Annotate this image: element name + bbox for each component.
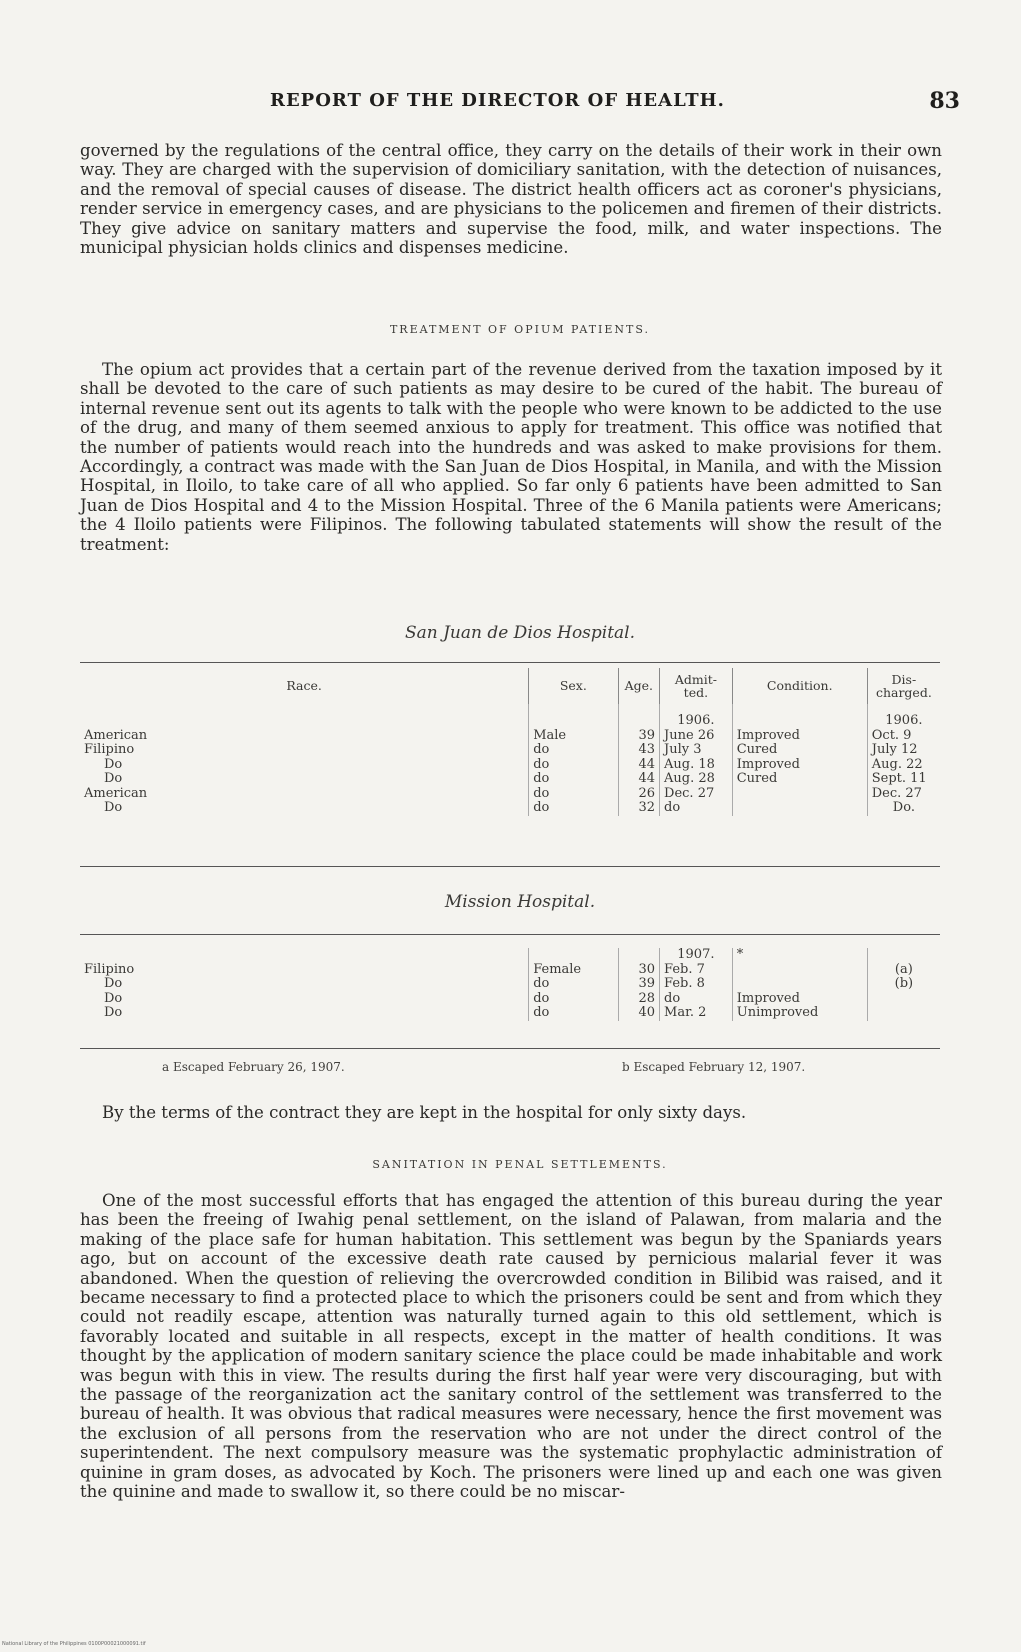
cell-race: Do bbox=[104, 756, 123, 772]
cell-condition: Cured bbox=[732, 772, 867, 787]
cell-discharged: Sept. 11 bbox=[867, 772, 940, 787]
cell-condition bbox=[732, 977, 867, 992]
year-admitted: 1906. bbox=[660, 704, 733, 729]
cell-discharged: July 12 bbox=[867, 743, 940, 758]
table1-bottom-rule bbox=[80, 866, 940, 867]
cell-condition: Cured bbox=[732, 743, 867, 758]
col-admitted-header: Admit-ted. bbox=[660, 668, 733, 704]
table2-bottom-rule bbox=[80, 1048, 940, 1049]
cell-admitted: do bbox=[660, 801, 733, 816]
cell-discharged: (b) bbox=[867, 977, 940, 992]
cell-admitted: July 3 bbox=[660, 743, 733, 758]
table-row bbox=[80, 758, 940, 773]
table-row bbox=[80, 963, 940, 978]
table-row bbox=[80, 743, 940, 758]
cell-sex: do bbox=[529, 801, 618, 816]
cell-discharged bbox=[867, 992, 940, 1007]
cell-age: 30 bbox=[618, 963, 660, 978]
cell-sex: do bbox=[529, 977, 618, 992]
cell-sex: Male bbox=[529, 729, 618, 744]
cell-race: Filipino bbox=[84, 961, 135, 977]
cell-admitted: Feb. 7 bbox=[660, 963, 733, 978]
cell-admitted: Feb. 8 bbox=[660, 977, 733, 992]
table2-caption: Mission Hospital. bbox=[444, 892, 596, 912]
col-condition-header: Condition. bbox=[732, 668, 867, 704]
scan-stamp: National Library of the Philippines 0100P00021000091.tif bbox=[2, 1641, 146, 1647]
cell-race: Do bbox=[104, 1005, 123, 1020]
table1-caption: San Juan de Dios Hospital. bbox=[404, 623, 636, 643]
running-header bbox=[80, 90, 960, 120]
cell-condition bbox=[732, 963, 867, 978]
page-number: 83 bbox=[929, 88, 960, 114]
cell-race: Do bbox=[104, 976, 123, 991]
cell-race: American bbox=[84, 785, 148, 801]
cell-sex: do bbox=[529, 758, 618, 773]
table-row bbox=[80, 1006, 940, 1021]
cell-discharged: Oct. 9 bbox=[867, 729, 940, 744]
col-age-header: Age. bbox=[618, 668, 660, 704]
cell-race: Do bbox=[104, 800, 123, 815]
table1-year-row bbox=[80, 704, 940, 729]
cell-condition: Improved bbox=[732, 729, 867, 744]
table-row bbox=[80, 977, 940, 992]
contract-note: By the terms of the contract they are kept in the hospital for only sixty days. bbox=[102, 1103, 747, 1122]
cell-sex: do bbox=[529, 1006, 618, 1021]
cell-admitted: Dec. 27 bbox=[660, 787, 733, 802]
header-title: REPORT OF THE DIRECTOR OF HEALTH. bbox=[270, 90, 725, 111]
cell-sex: do bbox=[529, 772, 618, 787]
cell-admitted: Aug. 18 bbox=[660, 758, 733, 773]
opium-heading: TREATMENT OF OPIUM PATIENTS. bbox=[389, 323, 651, 336]
cell-discharged: Dec. 27 bbox=[867, 787, 940, 802]
col-sex-header: Sex. bbox=[529, 668, 618, 704]
cell-race: American bbox=[84, 727, 148, 743]
cell-discharged: (a) bbox=[867, 963, 940, 978]
cell-admitted: Mar. 2 bbox=[660, 1006, 733, 1021]
cell-age: 43 bbox=[618, 743, 660, 758]
table-row bbox=[80, 729, 940, 744]
footnote-a: a Escaped February 26, 1907. bbox=[162, 1060, 345, 1074]
table-row bbox=[80, 787, 940, 802]
cell-discharged bbox=[867, 1006, 940, 1021]
cell-sex: do bbox=[529, 787, 618, 802]
mission-table bbox=[80, 948, 940, 1021]
cell-discharged: Aug. 22 bbox=[867, 758, 940, 773]
col-discharged-header: Dis-charged. bbox=[867, 668, 940, 704]
cell-condition: Unimproved bbox=[732, 1006, 867, 1021]
year-discharged: 1906. bbox=[867, 704, 940, 729]
cell-condition bbox=[732, 801, 867, 816]
cell-age: 32 bbox=[618, 801, 660, 816]
cell-age: 39 bbox=[618, 729, 660, 744]
cell-condition: Improved bbox=[732, 758, 867, 773]
intro-paragraph: governed by the regulations of the central office, they carry on the details of their work in their own way. They are charged with the supervision of domiciliary sanitation, with the detection of nuisances, and the removal of special causes of disease. The district health officers act as coroner's physicians, render service in emergency cases, and are physicians to the policemen and firemen of their districts. They give advice on sanitary matters and supervise the food, milk, and water inspections. The municipal physician holds clinics and dispenses medicine. bbox=[80, 141, 942, 258]
table-row bbox=[80, 772, 940, 787]
footnote-b: b Escaped February 12, 1907. bbox=[622, 1060, 806, 1074]
col-race-header: Race. bbox=[286, 677, 322, 693]
cell-race: Do bbox=[104, 771, 123, 786]
table2-year-row bbox=[80, 948, 940, 963]
cell-discharged: Do. bbox=[867, 801, 940, 816]
cell-admitted: Aug. 28 bbox=[660, 772, 733, 787]
cell-age: 26 bbox=[618, 787, 660, 802]
table2-top-rule bbox=[80, 934, 940, 935]
cell-race: Do bbox=[104, 990, 123, 1006]
cell-race: Filipino bbox=[84, 742, 135, 757]
cell-sex: Female bbox=[529, 963, 618, 978]
cell-condition: Improved bbox=[732, 992, 867, 1007]
table1-header-row bbox=[80, 668, 940, 704]
penal-heading: SANITATION IN PENAL SETTLEMENTS. bbox=[372, 1158, 668, 1171]
penal-paragraph: One of the most successful efforts that has engaged the attention of this bureau during the year has been the freeing of Iwahig penal settlement, on the island of Palawan, from malaria and the making of the place safe for human habitation. This settlement was begun by the Spaniards years ago, but on account of the excessive death rate caused by pernicious malarial fever it was abandoned. When the question of relieving the overcrowded condition in Bilibid was raised, and it became necessary to find a protected place to which the prisoners could be sent and from which they could not readily escape, attention was naturally turned again to this old settlement, which is favorably located and suitable in all respects, except in the matter of health conditions. It was thought by the application of modern sanitary science the place could be made inhabitable and work was begun with this in view. The results during the first half year were very discouraging, but with the passage of the reorganization act the sanitary control of the settlement was transferred to the bureau of health. It was obvious that radical measures were necessary, hence the first movement was the exclusion of all persons from the reservation who are not under the direct control of the superintendent. The next compulsory measure was the systematic prophylactic administration of quinine in gram doses, as advocated by Koch. The prisoners were lined up and each one was given the quinine and made to swallow it, so there could be no miscar- bbox=[80, 1191, 942, 1502]
cell-age: 28 bbox=[618, 992, 660, 1007]
cell-condition bbox=[732, 787, 867, 802]
cell-age: 44 bbox=[618, 772, 660, 787]
opium-paragraph: The opium act provides that a certain part of the revenue derived from the taxation imposed by it shall be devoted to the care of such patients as may desire to be cured of the habit. The bureau of internal revenue sent out its agents to talk with the people who were known to be addicted to the use of the drug, and many of them seemed anxious to apply for treatment. This office was notified that the number of patients would reach into the hundreds and was asked to make provisions for them. Accordingly, a contract was made with the San Juan de Dios Hospital, in Manila, and with the Mission Hospital, in Iloilo, to take care of all who applied. So far only 6 patients have been admitted to San Juan de Dios Hospital and 4 to the Mission Hospital. Three of the 6 Manila patients were Americans; the 4 Iloilo patients were Filipinos. The following tabulated statements will show the result of the treatment: bbox=[80, 360, 942, 554]
cell-sex: do bbox=[529, 992, 618, 1007]
cell-sex: do bbox=[529, 743, 618, 758]
cell-age: 40 bbox=[618, 1006, 660, 1021]
cell-age: 44 bbox=[618, 758, 660, 773]
table-row bbox=[80, 992, 940, 1007]
condition-marker: * bbox=[732, 948, 867, 963]
san-juan-table bbox=[80, 668, 940, 816]
cell-admitted: do bbox=[660, 992, 733, 1007]
cell-admitted: June 26 bbox=[660, 729, 733, 744]
cell-age: 39 bbox=[618, 977, 660, 992]
year-admitted-1907: 1907. bbox=[660, 948, 733, 963]
table-row bbox=[80, 801, 940, 816]
table1-top-rule bbox=[80, 662, 940, 663]
